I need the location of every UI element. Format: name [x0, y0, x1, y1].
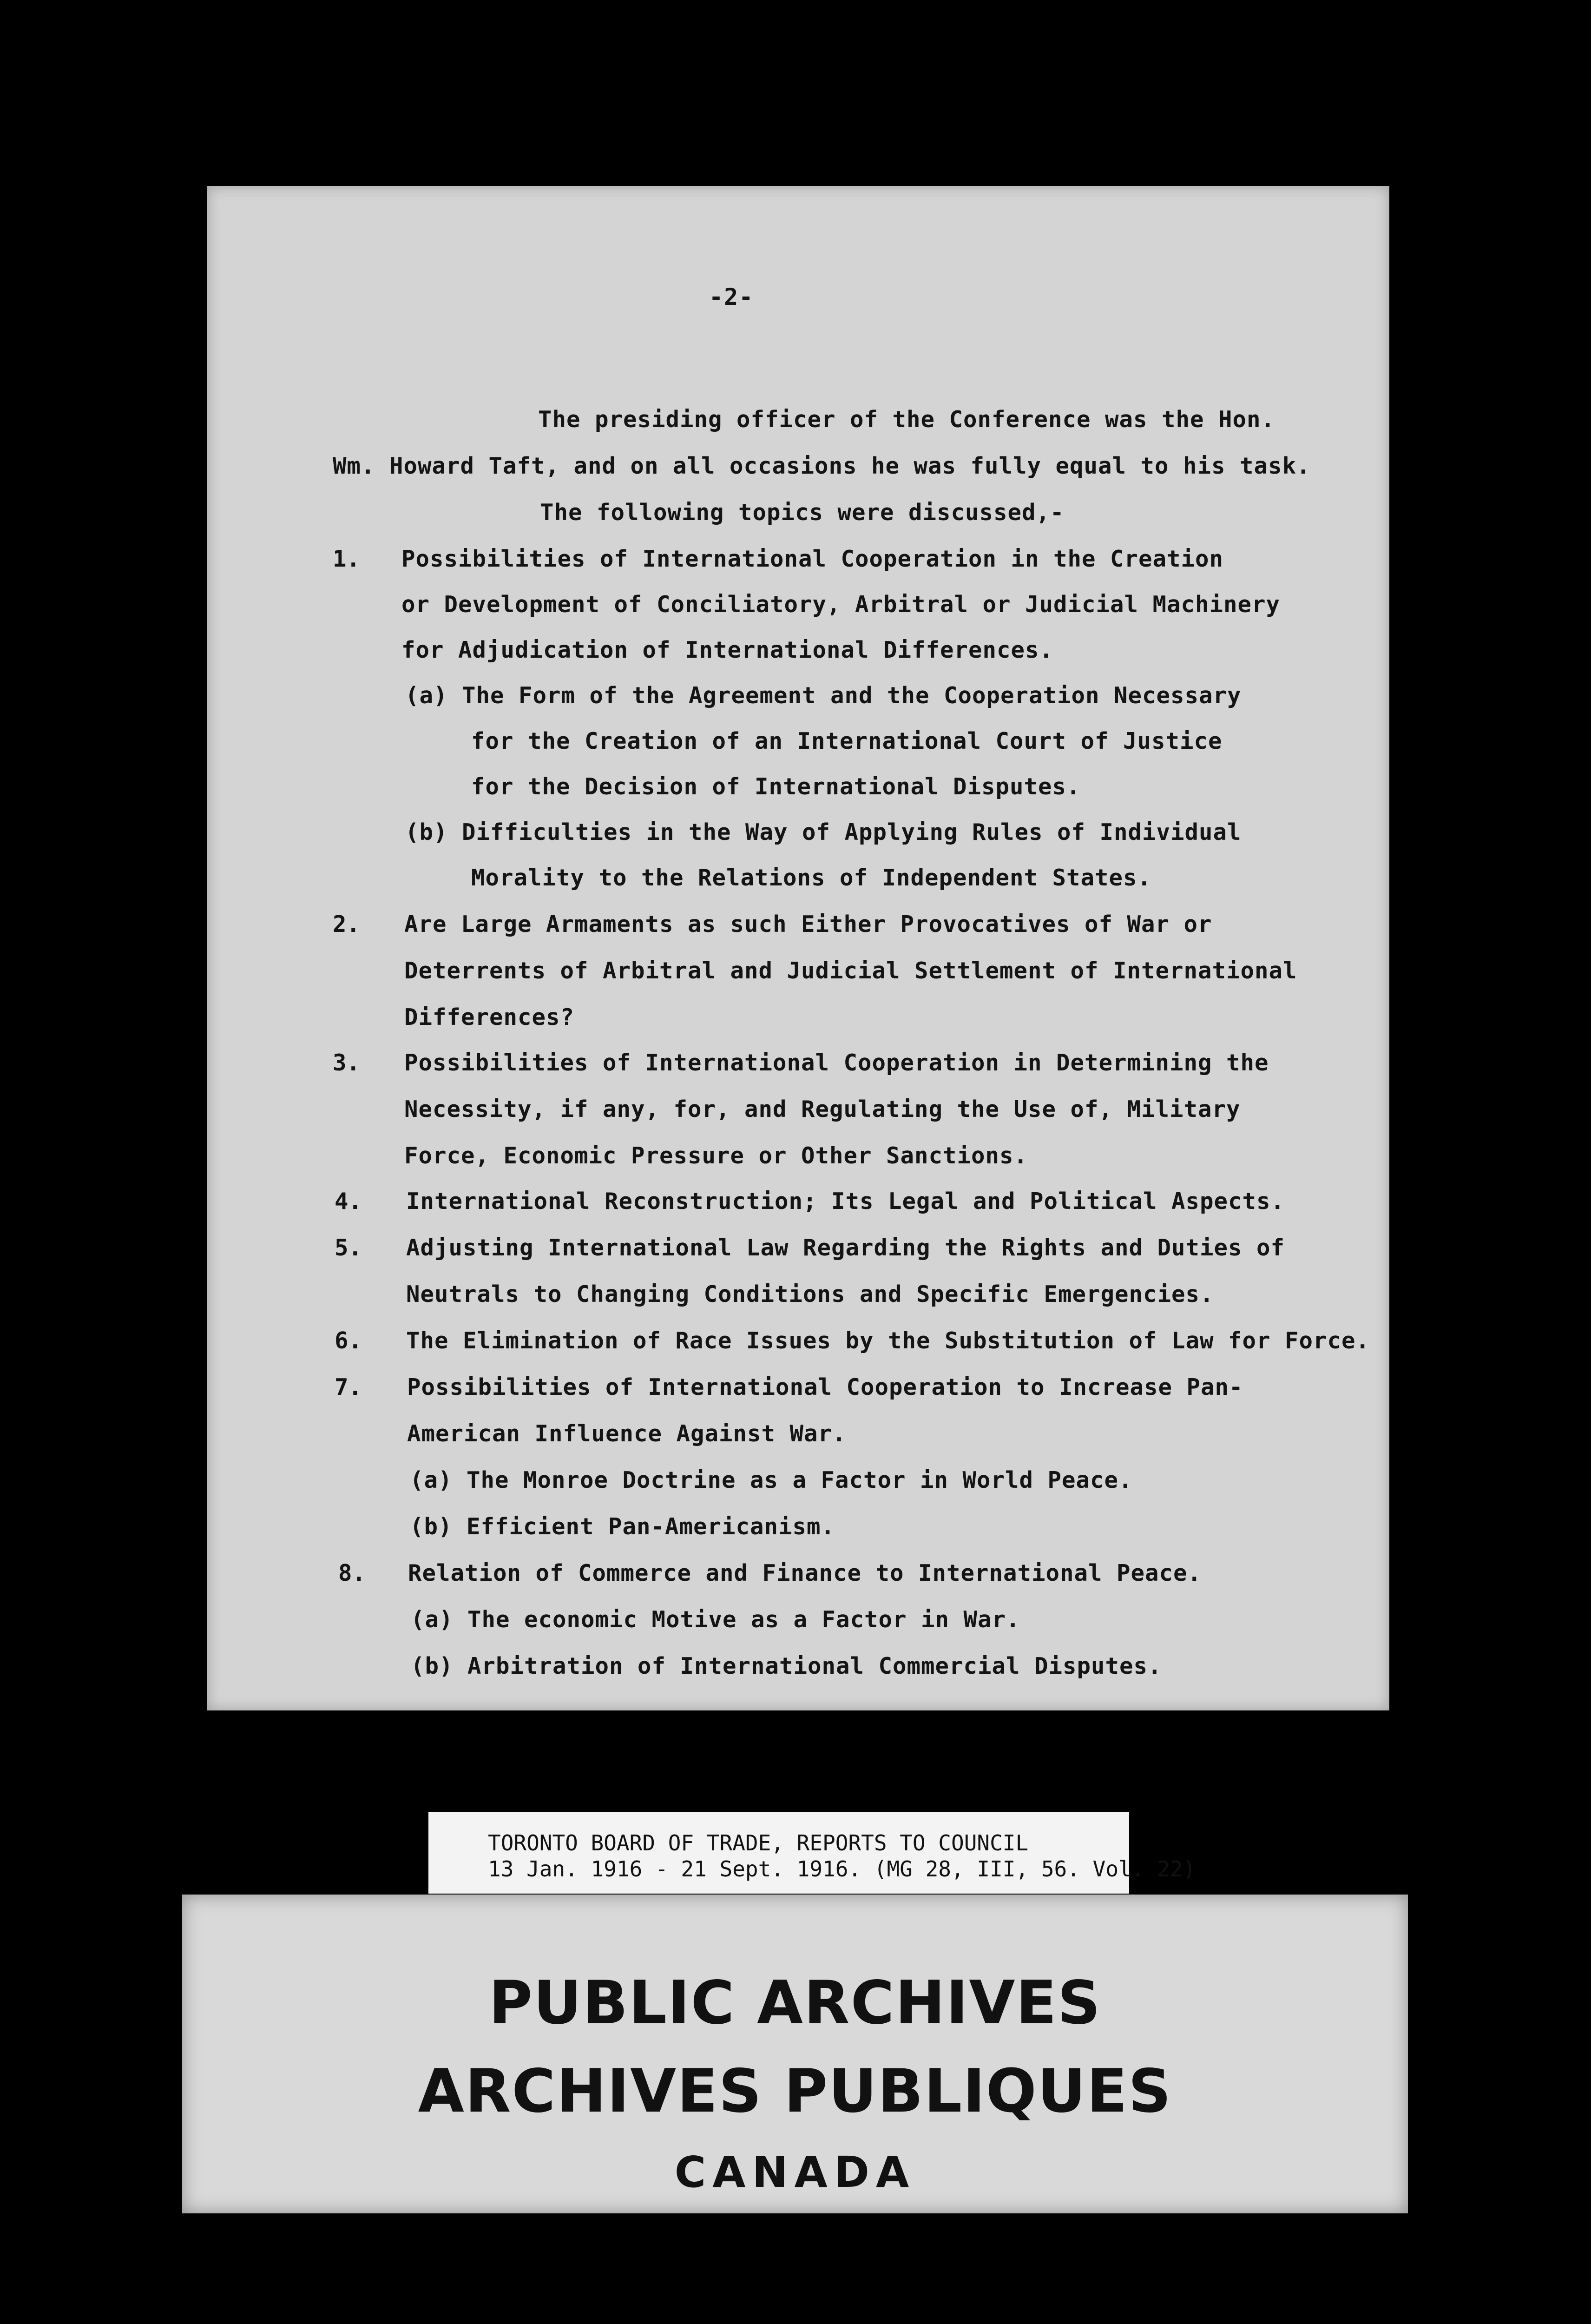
text-line: The Elimination of Race Issues by the Substitution of Law for Force.: [406, 1327, 1370, 1354]
text-line: Morality to the Relations of Independent States.: [471, 865, 1152, 891]
text-line: (b) Difficulties in the Way of Applying Rules of Individual: [405, 819, 1242, 845]
text-line: Possibilities of International Cooperation in Determining the: [404, 1050, 1269, 1076]
text-line: American Influence Against War.: [407, 1420, 847, 1447]
text-line: International Reconstruction; Its Legal and Political Aspects.: [406, 1188, 1285, 1215]
text-line: for Adjudication of International Differences.: [401, 637, 1054, 663]
text-line: (a) The Form of the Agreement and the Cooperation Necessary: [405, 682, 1242, 709]
text-line: (b) Arbitration of International Commercial Disputes.: [411, 1653, 1162, 1679]
item-number: 3.: [333, 1050, 361, 1076]
archives-stamp: [182, 1895, 1408, 2213]
text-line: (a) The Monroe Doctrine as a Factor in World Peace.: [410, 1467, 1133, 1493]
text-line: The presiding officer of the Conference was the Hon.: [538, 406, 1275, 433]
stamp-line-country: CANADA: [674, 2147, 916, 2197]
label-reference: 13 Jan. 1916 - 21 Sept. 1916. (MG 28, III, 56. Vol. 22): [488, 1856, 1196, 1882]
text-line: Force, Economic Pressure or Other Sanctions.: [404, 1142, 1028, 1169]
text-line: or Development of Conciliatory, Arbitral or Judicial Machinery: [401, 591, 1281, 618]
item-number: 1.: [333, 546, 361, 572]
item-number: 6.: [335, 1327, 362, 1354]
text-line: Differences?: [404, 1004, 575, 1030]
page-number: -2-: [709, 284, 754, 310]
text-line: The following topics were discussed,-: [540, 499, 1065, 526]
stamp-line-french: ARCHIVES PUBLIQUES: [418, 2057, 1172, 2126]
text-line: (b) Efficient Pan-Americanism.: [410, 1513, 835, 1540]
archive-label: [428, 1812, 1196, 1894]
text-line: Are Large Armaments as such Either Provocatives of War or: [404, 911, 1212, 938]
item-number: 5.: [335, 1235, 362, 1261]
text-line: Adjusting International Law Regarding the Rights and Duties of: [406, 1235, 1285, 1261]
text-line: for the Decision of International Disputes.: [471, 773, 1081, 800]
text-line: for the Creation of an International Court of Justice: [471, 728, 1223, 754]
text-line: Possibilities of International Cooperation to Increase Pan-: [407, 1374, 1243, 1400]
typed-document-page: [207, 186, 1389, 1710]
text-line: Possibilities of International Cooperation in the Creation: [401, 546, 1224, 572]
text-line: Wm. Howard Taft, and on all occasions he was fully equal to his task.: [333, 453, 1311, 479]
item-number: 4.: [335, 1188, 362, 1215]
text-line: Neutrals to Changing Conditions and Specific Emergencies.: [406, 1281, 1214, 1307]
text-line: Deterrents of Arbitral and Judicial Settlement of International: [404, 957, 1297, 984]
item-number: 7.: [335, 1374, 362, 1400]
label-title: TORONTO BOARD OF TRADE, REPORTS TO COUNCIL: [488, 1830, 1029, 1855]
text-line: (a) The economic Motive as a Factor in War.: [411, 1606, 1020, 1633]
item-number: 2.: [333, 911, 361, 938]
text-line: Relation of Commerce and Finance to International Peace.: [408, 1560, 1202, 1586]
item-number: 8.: [338, 1560, 366, 1586]
text-line: Necessity, if any, for, and Regulating the Use of, Military: [404, 1096, 1241, 1122]
stamp-line-english: PUBLIC ARCHIVES: [489, 1968, 1101, 2038]
